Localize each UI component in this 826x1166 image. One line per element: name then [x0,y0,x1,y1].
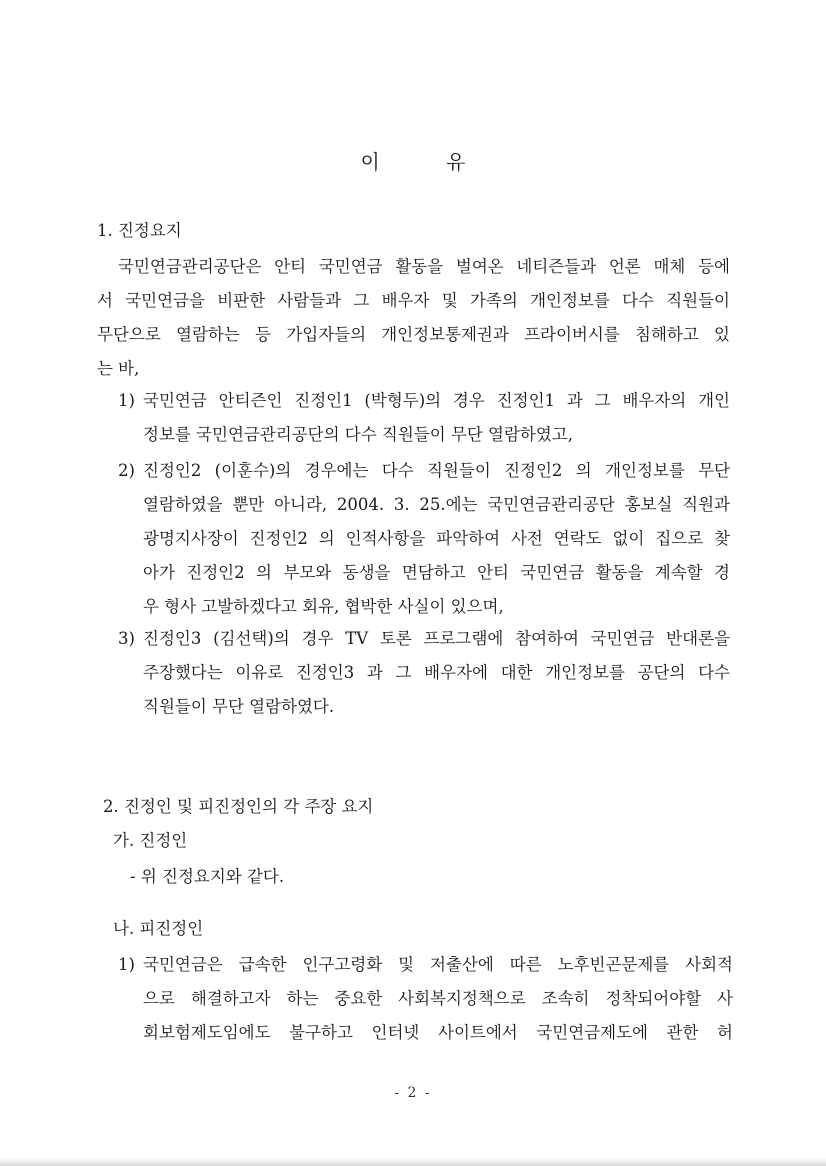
section1-intro-line: 국민연금관리공단은 안티 국민연금 활동을 벌여온 네티즌들과 언론 매체 등에 [118,257,730,276]
document-title [0,146,826,175]
section2-heading: 2. 진정인 및 피진정인의 각 주장 요지 [103,797,374,816]
page-number: - 2 - [394,1085,432,1101]
item-line: 광명지사장이 진정인2 의 인적사항을 파악하여 사전 연락도 없이 집으로 찾 [143,529,730,548]
section1-heading: 1. 진정요지 [97,221,182,240]
subsection-b-label: 나. 피진정인 [113,919,204,938]
item-number: 1) [118,955,135,974]
item-line: 아가 진정인2 의 부모와 동생을 면담하고 안티 국민연금 활동을 계속할 경 [143,563,730,582]
item-line: 회보험제도임에도 불구하고 인터넷 사이트에서 국민연금제도에 관한 허 [143,1023,733,1042]
section1-intro-line: 서 국민연금을 비판한 사람들과 그 배우자 및 가족의 개인정보를 다수 직원들이 [97,291,730,310]
title-right-char: 유 [446,150,466,174]
item-line: 열람하였을 뿐만 아니라, 2004. 3. 25.에는 국민연금관리공단 홍보실 직원과 [143,495,730,514]
item-number: 3) [118,629,135,648]
item-line: 정보를 국민연금관리공단의 다수 직원들이 무단 열람하였고, [143,425,573,444]
item-line: 국민연금 안티즌인 진정인1 (박형두)의 경우 진정인1 과 그 배우자의 개인 [143,391,730,410]
item-number: 2) [118,461,135,480]
item-line: 진정인3 (김선택)의 경우 TV 토론 프로그램에 참여하여 국민연금 반대론을 [143,629,730,648]
subsection-a-text: - 위 진정요지와 같다. [130,867,285,886]
title-left-char: 이 [360,150,380,174]
item-line: 주장했다는 이유로 진정인3 과 그 배우자에 대한 개인정보를 공단의 다수 [143,663,730,682]
item-line: 직원들이 무단 열람하였다. [143,697,335,716]
section1-intro-line: 는 바, [97,359,140,378]
item-line: 우 형사 고발하겠다고 회유, 협박한 사실이 있으며, [143,597,504,616]
subsection-a-label: 가. 진정인 [113,831,188,850]
item-line: 국민연금은 급속한 인구고령화 및 저출산에 따른 노후빈곤문제를 사회적 [143,955,733,974]
item-number: 1) [118,391,135,410]
item-line: 진정인2 (이훈수)의 경우에는 다수 직원들이 진정인2 의 개인정보를 무단 [143,461,730,480]
scan-bottom-edge [0,1158,826,1166]
section1-intro-line: 무단으로 열람하는 등 가입자들의 개인정보통제권과 프라이버시를 침해하고 있 [97,325,730,344]
item-line: 으로 해결하고자 하는 중요한 사회복지정책으로 조속히 정착되어야할 사 [143,989,733,1008]
